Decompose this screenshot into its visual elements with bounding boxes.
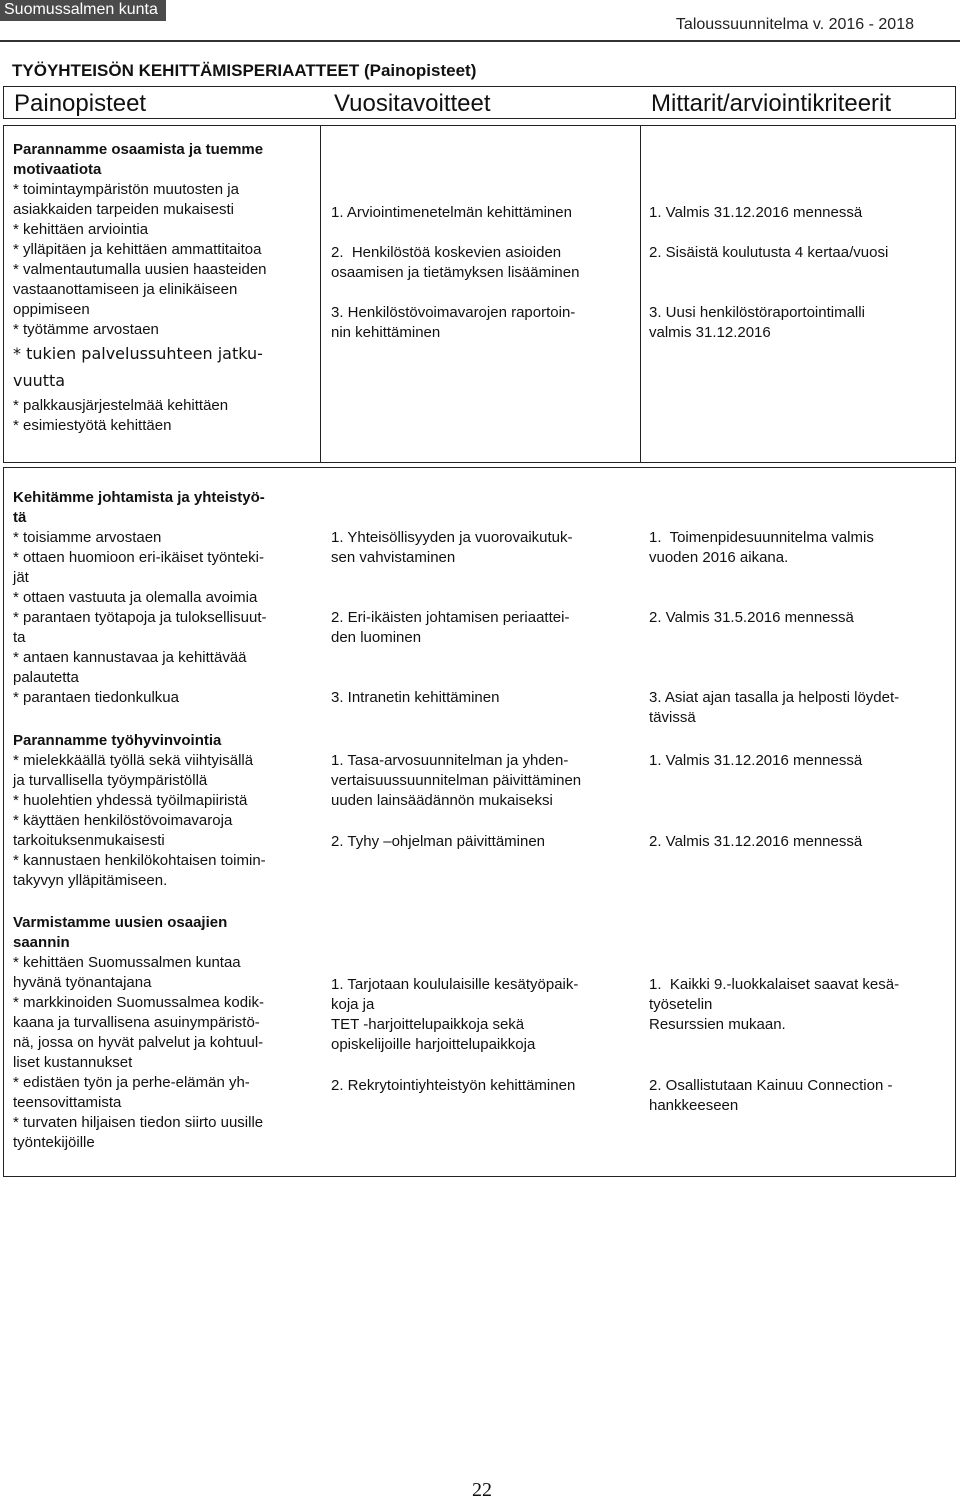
metric-line: 1. Toimenpidesuunnitelma valmis	[649, 529, 874, 546]
focus-line: asiakkaiden tarpeiden mukaisesti	[13, 201, 234, 218]
metric-line: hankkeeseen	[649, 1097, 739, 1114]
goal-line: nin kehittäminen	[331, 324, 441, 341]
metric-line: 3. Asiat ajan tasalla ja helposti löydet-	[649, 689, 900, 706]
goal-line: vertaisuussuunnitelman päivittäminen	[331, 772, 582, 789]
goal-line: den luominen	[331, 629, 422, 646]
leadership-line: ta	[13, 629, 26, 646]
wellbeing-line: * käyttäen henkilöstövoimavaroja	[13, 812, 233, 829]
leadership-line: * toisiamme arvostaen	[13, 529, 162, 546]
metric-line: 2. Valmis 31.12.2016 mennessä	[649, 833, 863, 850]
metric-line: 1. Valmis 31.12.2016 mennessä	[649, 204, 863, 221]
leadership-heading-line: Kehitämme johtamista ja yhteistyö-	[13, 489, 265, 506]
goal-line: 1. Tarjotaan koululaisille kesätyöpaik-	[331, 976, 579, 993]
wellbeing-line: * mielekkäällä työllä sekä viihtyisällä	[13, 752, 254, 769]
wellbeing-line: ja turvallisella työympäristöllä	[13, 772, 208, 789]
focus-line: vuutta	[13, 371, 66, 390]
recruit-line: * kehittäen Suomussalmen kuntaa	[13, 954, 241, 971]
goal-line: osaamisen ja tietämyksen lisääminen	[331, 264, 580, 281]
column-header-focus: Painopisteet	[14, 90, 147, 117]
column-divider	[640, 126, 641, 462]
recruit-heading-line: Varmistamme uusien osaajien	[13, 914, 228, 931]
goal-line: 2. Rekrytointiyhteistyön kehittäminen	[331, 1077, 576, 1094]
focus-line: * toimintaympäristön muutosten ja	[13, 181, 239, 198]
goal-line: uuden lainsäädännön mukaiseksi	[331, 792, 553, 809]
metric-line: 3. Uusi henkilöstöraportointimalli	[649, 304, 865, 321]
goal-line: 1. Arviointimenetelmän kehittäminen	[331, 204, 572, 221]
page-number: 22	[472, 1479, 492, 1501]
focus-line: * kehittäen arviointia	[13, 221, 149, 238]
section-leadership-wellbeing-recruitment	[3, 467, 956, 1177]
wellbeing-line: * huolehtien yhdessä työilmapiiristä	[13, 792, 248, 809]
focus-line: * palkkausjärjestelmää kehittäen	[13, 397, 229, 414]
leadership-line: * ottaen vastuuta ja olemalla avoimia	[13, 589, 258, 606]
recruit-line: hyvänä työnantajana	[13, 974, 152, 991]
column-header-metrics: Mittarit/arviointikriteerit	[651, 90, 892, 117]
focus-line: * työtämme arvostaen	[13, 321, 159, 338]
goal-line: TET -harjoittelupaikkoja sekä	[331, 1016, 525, 1033]
column-header-goals: Vuositavoitteet	[334, 90, 491, 117]
column-divider	[320, 126, 321, 462]
page-title: TYÖYHTEISÖN KEHITTÄMISPERIAATTEET (Painopisteet)	[12, 61, 477, 80]
section-competence	[3, 125, 956, 463]
column-header-row	[3, 86, 956, 119]
leadership-heading-line: tä	[13, 509, 27, 526]
wellbeing-heading: Parannamme työhyvinvointia	[13, 732, 222, 749]
leadership-line: palautetta	[13, 669, 79, 686]
metric-line: Resurssien mukaan.	[649, 1016, 786, 1033]
metric-line: 2. Sisäistä koulutusta 4 kertaa/vuosi	[649, 244, 889, 261]
leadership-line: * ottaen huomioon eri-ikäiset työnteki-	[13, 549, 264, 566]
goal-line: 2. Henkilöstöä koskevien asioiden	[331, 244, 562, 261]
recruit-heading-line: saannin	[13, 934, 70, 951]
leadership-line: * parantaen työtapoja ja tuloksellisuut-	[13, 609, 267, 626]
recruit-line: * markkinoiden Suomussalmea kodik-	[13, 994, 264, 1011]
wellbeing-line: * kannustaen henkilökohtaisen toimin-	[13, 852, 266, 869]
goal-line: 3. Intranetin kehittäminen	[331, 689, 500, 706]
metric-line: työsetelin	[649, 996, 713, 1013]
goal-line: 3. Henkilöstövoimavarojen raportoin-	[331, 304, 576, 321]
goal-line: sen vahvistaminen	[331, 549, 456, 566]
recruit-line: nä, jossa on hyvät palvelut ja kohtuul-	[13, 1034, 264, 1051]
metric-line: tävissä	[649, 709, 696, 726]
metric-line: 1. Valmis 31.12.2016 mennessä	[649, 752, 863, 769]
goal-line: 1. Tasa-arvosuunnitelman ja yhden-	[331, 752, 569, 769]
focus-line: * tukien palvelussuhteen jatku-	[13, 344, 263, 363]
document-title: Taloussuunnitelma v. 2016 - 2018	[675, 16, 914, 33]
goal-line: 2. Eri-ikäisten johtamisen periaattei-	[331, 609, 570, 626]
wellbeing-line: takyvyn ylläpitämiseen.	[13, 872, 168, 889]
goal-line: 1. Yhteisöllisyyden ja vuorovaikutuk-	[331, 529, 573, 546]
goal-line: 2. Tyhy –ohjelman päivittäminen	[331, 833, 546, 850]
recruit-line: työntekijöille	[13, 1134, 95, 1151]
metric-line: 1. Kaikki 9.-luokkalaiset saavat kesä-	[649, 976, 900, 993]
leadership-line: * antaen kannustavaa ja kehittävää	[13, 649, 247, 666]
focus-heading-line: Parannamme osaamista ja tuemme	[13, 141, 264, 158]
focus-line: oppimiseen	[13, 301, 90, 318]
leadership-line: * parantaen tiedonkulkua	[13, 689, 179, 706]
recruit-line: kaana ja turvallisena asuinympäristö-	[13, 1014, 260, 1031]
recruit-line: teensovittamista	[13, 1094, 122, 1111]
focus-line: * valmentautumalla uusien haasteiden	[13, 261, 267, 278]
goal-line: opiskelijoille harjoittelupaikkoja	[331, 1036, 536, 1053]
leadership-line: jät	[13, 569, 29, 586]
focus-line: vastaanottamiseen ja elinikäiseen	[13, 281, 238, 298]
focus-heading-line: motivaatiota	[13, 161, 102, 178]
organization-name: Suomussalmen kunta	[0, 0, 166, 21]
focus-line: * esimiestyötä kehittäen	[13, 417, 172, 434]
header-divider	[0, 40, 960, 42]
page-header	[0, 0, 960, 40]
focus-line: * ylläpitäen ja kehittäen ammattitaitoa	[13, 241, 262, 258]
metric-line: 2. Osallistutaan Kainuu Connection -	[649, 1077, 893, 1094]
recruit-line: liset kustannukset	[13, 1054, 133, 1071]
metric-line: valmis 31.12.2016	[649, 324, 771, 341]
metric-line: vuoden 2016 aikana.	[649, 549, 789, 566]
goal-line: koja ja	[331, 996, 375, 1013]
recruit-line: * edistäen työn ja perhe-elämän yh-	[13, 1074, 250, 1091]
wellbeing-line: tarkoituksenmukaisesti	[13, 832, 165, 849]
metric-line: 2. Valmis 31.5.2016 mennessä	[649, 609, 854, 626]
recruit-line: * turvaten hiljaisen tiedon siirto uusille	[13, 1114, 264, 1131]
